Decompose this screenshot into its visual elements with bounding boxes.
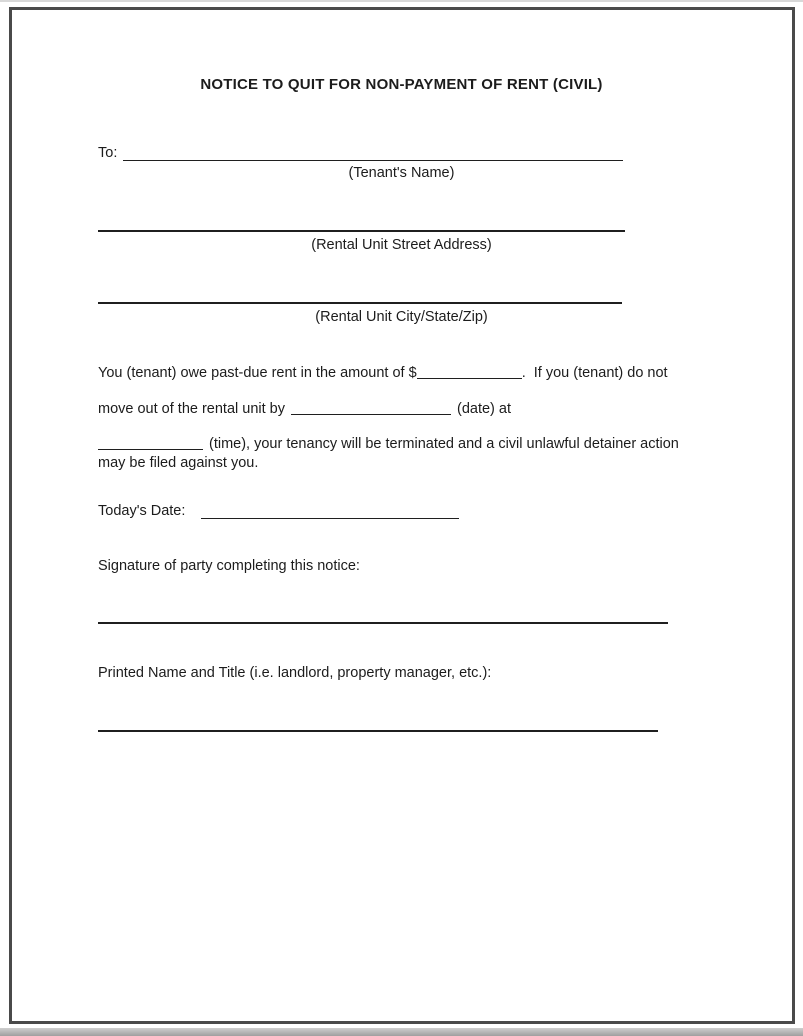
- todays-date-label: Today's Date:: [98, 503, 186, 519]
- amount-text-pre: You (tenant) owe past-due rent in the amount of $: [98, 365, 417, 381]
- paragraph-line-time: [98, 432, 690, 472]
- to-row: [98, 144, 623, 161]
- paragraph-line-amount: [98, 361, 668, 381]
- printed-name-label: Printed Name and Title (i.e. landlord, property manager, etc.):: [98, 665, 492, 681]
- tenant-name-caption: (Tenant's Name): [348, 165, 455, 181]
- time-text-post: (time), your tenancy will be terminated and a civil unlawful detainer action may be filed against you.: [98, 436, 679, 471]
- printed-name-line: [98, 730, 658, 732]
- street-address-line: [98, 230, 625, 232]
- todays-date-line: [201, 502, 459, 519]
- date-text-pre: move out of the rental unit by: [98, 401, 285, 417]
- amount-blank: [417, 363, 522, 379]
- scan-edge-artifact-top: [0, 0, 803, 2]
- scan-edge-artifact-bottom: [0, 1028, 803, 1036]
- city-state-zip-caption: (Rental Unit City/State/Zip): [315, 309, 488, 325]
- time-blank: [98, 434, 203, 450]
- signature-label: Signature of party completing this notice:: [98, 558, 360, 574]
- tenant-name-line: [123, 144, 623, 161]
- date-text-post: (date) at: [457, 401, 511, 417]
- street-address-caption: (Rental Unit Street Address): [311, 237, 492, 253]
- signature-line: [98, 622, 668, 624]
- city-state-zip-line: [98, 302, 622, 304]
- form-title: NOTICE TO QUIT FOR NON-PAYMENT OF RENT (CIVIL): [200, 76, 603, 93]
- amount-text-post: . If you (tenant) do not: [521, 365, 668, 381]
- paragraph-line-date: [98, 397, 511, 417]
- todays-date-row: [98, 502, 459, 519]
- to-label: To:: [98, 145, 118, 161]
- date-blank: [291, 399, 451, 415]
